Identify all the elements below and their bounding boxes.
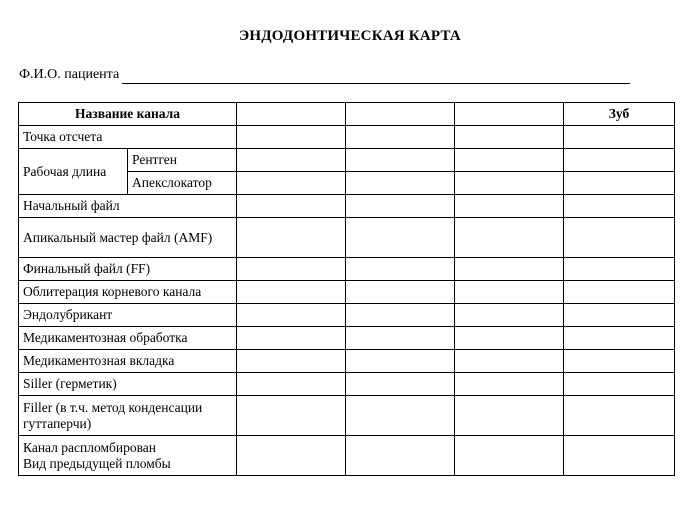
data-cell[interactable] [564, 436, 675, 476]
table-header-row [19, 103, 675, 126]
data-cell[interactable] [564, 281, 675, 304]
data-cell[interactable] [455, 436, 564, 476]
row-label-initial-file: Начальный файл [19, 195, 237, 218]
data-cell[interactable] [564, 149, 675, 172]
row-sublabel-apex-locator: Апекслокатор [128, 172, 237, 195]
data-cell[interactable] [455, 396, 564, 436]
data-cell[interactable] [455, 350, 564, 373]
row-label-medical-treatment: Медикаментозная обработка [19, 327, 237, 350]
table-row [19, 195, 675, 218]
row-label-medical-dressing: Медикаментозная вкладка [19, 350, 237, 373]
data-cell[interactable] [346, 350, 455, 373]
data-cell[interactable] [346, 126, 455, 149]
table-row [19, 126, 675, 149]
data-cell[interactable] [455, 304, 564, 327]
data-cell[interactable] [237, 195, 346, 218]
row-label-canal-unsealed-line1: Канал распломбирован [23, 439, 157, 455]
data-cell[interactable] [564, 126, 675, 149]
data-cell[interactable] [564, 373, 675, 396]
data-cell[interactable] [237, 350, 346, 373]
table-row [19, 373, 675, 396]
patient-name-label: Ф.И.О. пациента [19, 67, 120, 82]
row-label-apical-master-file [19, 218, 237, 258]
document-title: ЭНДОДОНТИЧЕСКАЯ КАРТА [239, 28, 461, 44]
row-label-reference-point: Точка отсчета [19, 126, 237, 149]
data-cell[interactable] [564, 327, 675, 350]
data-cell[interactable] [455, 172, 564, 195]
data-cell[interactable] [455, 195, 564, 218]
data-cell[interactable] [455, 149, 564, 172]
data-cell[interactable] [237, 218, 346, 258]
data-cell[interactable] [455, 218, 564, 258]
row-label-canal-obliteration: Облитерация корневого канала [19, 281, 237, 304]
row-label-canal-unsealed [19, 436, 237, 476]
data-cell[interactable] [564, 304, 675, 327]
row-label-final-file: Финальный файл (FF) [19, 258, 237, 281]
data-cell[interactable] [346, 195, 455, 218]
row-sublabel-xray: Рентген [128, 149, 237, 172]
row-label-sealer: Siller (герметик) [19, 373, 237, 396]
data-cell[interactable] [237, 327, 346, 350]
data-cell[interactable] [346, 258, 455, 281]
data-cell[interactable] [346, 218, 455, 258]
row-label-endolubricant: Эндолубрикант [19, 304, 237, 327]
table-row [19, 258, 675, 281]
data-cell[interactable] [455, 327, 564, 350]
table-row [19, 396, 675, 436]
data-cell[interactable] [346, 149, 455, 172]
table-row [19, 281, 675, 304]
data-cell[interactable] [346, 281, 455, 304]
data-cell[interactable] [346, 436, 455, 476]
table-row [19, 327, 675, 350]
data-cell[interactable] [564, 396, 675, 436]
data-cell[interactable] [346, 304, 455, 327]
data-cell[interactable] [564, 350, 675, 373]
data-cell[interactable] [346, 373, 455, 396]
data-cell[interactable] [346, 396, 455, 436]
patient-name-field[interactable] [122, 68, 630, 84]
data-cell[interactable] [237, 149, 346, 172]
row-label-text: Апикальный мастер файл (AMF) [23, 229, 213, 245]
header-cell-empty[interactable] [455, 103, 564, 126]
data-cell[interactable] [455, 373, 564, 396]
data-cell[interactable] [237, 436, 346, 476]
data-cell[interactable] [455, 126, 564, 149]
data-cell[interactable] [455, 281, 564, 304]
data-cell[interactable] [564, 218, 675, 258]
table-row [19, 436, 675, 476]
data-cell[interactable] [564, 258, 675, 281]
data-cell[interactable] [455, 258, 564, 281]
data-cell[interactable] [237, 281, 346, 304]
data-cell[interactable] [237, 258, 346, 281]
row-label-working-length: Рабочая длина [19, 149, 128, 195]
table-row [19, 218, 675, 258]
header-cell-empty[interactable] [346, 103, 455, 126]
data-cell[interactable] [237, 304, 346, 327]
table-row [19, 350, 675, 373]
data-cell[interactable] [237, 373, 346, 396]
data-cell[interactable] [346, 327, 455, 350]
header-canal-name: Название канала [19, 103, 237, 126]
data-cell[interactable] [237, 396, 346, 436]
endodontic-table [18, 102, 675, 476]
header-cell-empty[interactable] [237, 103, 346, 126]
data-cell[interactable] [237, 172, 346, 195]
data-cell[interactable] [564, 172, 675, 195]
table-row [19, 149, 675, 172]
row-label-previous-filling-type: Вид предыдущей пломбы [23, 455, 171, 471]
data-cell[interactable] [346, 172, 455, 195]
row-label-filler: Filler (в т.ч. метод конденсации гуттаперчи) [19, 396, 237, 436]
data-cell[interactable] [564, 195, 675, 218]
data-cell[interactable] [237, 126, 346, 149]
table-row [19, 304, 675, 327]
header-tooth: Зуб [564, 103, 675, 126]
patient-name-line [19, 64, 649, 84]
